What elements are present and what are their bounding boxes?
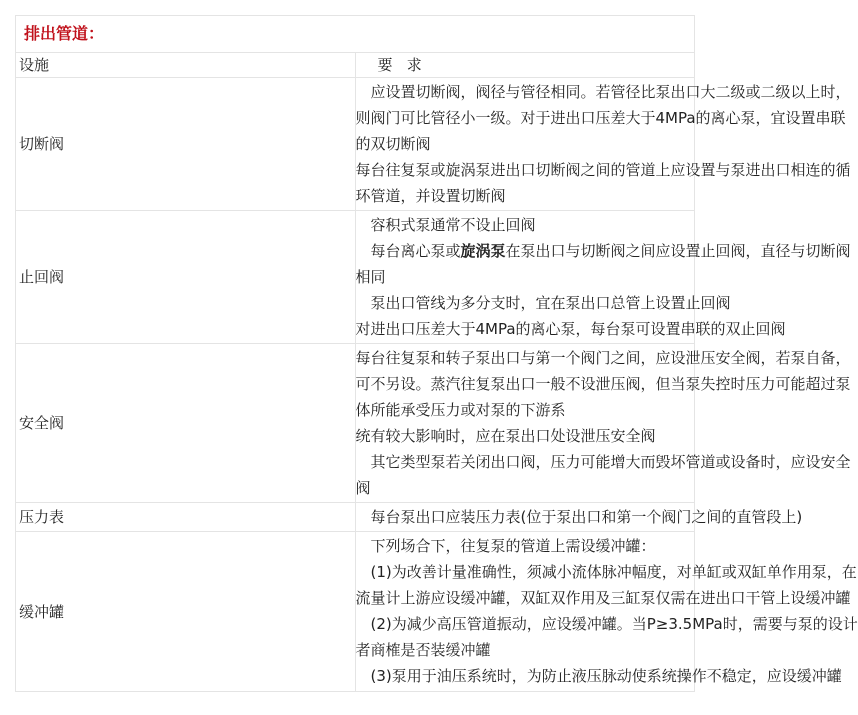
header-facility: 设施: [16, 53, 356, 78]
row-name: 止回阀: [16, 211, 356, 344]
requirement-line: (1)为改善计量准确性，须减小流体脉冲幅度，对单缸或双缸单作用泵，在: [355, 563, 857, 581]
row-requirement: [355, 503, 803, 532]
requirement-line: 每台往复泵和转子泵出口与第一个阀门之间，应设泄压安全阀，若泵自备，: [355, 349, 851, 367]
requirement-line: 下列场合下，往复泵的管道上需设缓冲罐：: [355, 537, 656, 555]
requirement-line: 其它类型泵若关闭出口阀，压力可能增大而毁坏管道或设备时，应设安全: [355, 453, 851, 471]
requirement-line: 环管道，并设置切断阀: [355, 187, 506, 205]
requirement-line: 的双切断阀: [355, 135, 431, 153]
pump-discharge-table: [15, 15, 858, 692]
requirement-line: 流量计上游应设缓冲罐，双缸双作用及三缸泵仅需在进出口干管上设缓冲罐: [355, 589, 851, 607]
header-row: [16, 53, 695, 78]
requirement-line: (3)泵用于油压系统时，为防止液压脉动使系统操作不稳定，应设缓冲罐: [355, 667, 842, 685]
table-row-buffer-tank: [16, 532, 695, 692]
requirement-line: 泵出口管线为多分支时，宜在泵出口总管上设置止回阀: [355, 294, 731, 312]
requirement-line: 每台泵出口应装压力表(位于泵出口和第一个阀门之间的直管段上): [355, 508, 803, 526]
requirement-line: 可不另设。蒸汽往复泵出口一般不设泄压阀，但当泵失控时压力可能超过泵: [355, 375, 851, 393]
requirement-line: 容积式泵通常不设止回阀: [355, 216, 536, 234]
requirement-line: 则阀门可比管径小一级。对于进出口压差大于4MPa的离心泵，宜设置串联: [355, 109, 846, 127]
requirement-line: [355, 238, 851, 264]
requirement-text: 在泵出口与切断阀之间应设置止回阀，直径与切断阀: [505, 242, 851, 260]
header-requirement: [355, 53, 695, 78]
requirement-line: 相同: [355, 268, 386, 286]
requirement-line: 统有较大影响时，应在泵出口处设泄压安全阀: [355, 427, 656, 445]
header-requirement-label: 要 求: [377, 56, 422, 74]
requirement-line: 阀: [355, 479, 371, 497]
requirement-line: (2)为减少高压管道振动，应设缓冲罐。当P≥3.5MPa时，需要与泵的设计: [355, 615, 858, 633]
row-name: 切断阀: [16, 78, 356, 211]
requirement-line: 应设置切断阀，阀径与管径相同。若管径比泵出口大二级或二级以上时，: [355, 83, 851, 101]
table-caption: 排出管道：: [16, 16, 695, 53]
row-name: 安全阀: [16, 344, 356, 503]
table-row-shutoff-valve: [16, 78, 695, 211]
row-requirement: [355, 211, 851, 344]
row-requirement: [355, 344, 851, 503]
requirement-line: 体所能承受压力或对泵的下游系: [355, 401, 566, 419]
bold-term: 旋涡泵: [460, 242, 506, 260]
requirement-line: 对进出口压差大于4MPa的离心泵，每台泵可设置串联的双止回阀: [355, 320, 786, 338]
table-row-check-valve: [16, 211, 695, 344]
table-row-safety-valve: [16, 344, 695, 503]
requirement-line: 每台往复泵或旋涡泵进出口切断阀之间的管道上应设置与泵进出口相连的循: [355, 161, 851, 179]
table-row-pressure-gauge: [16, 503, 695, 532]
row-requirement: [355, 532, 858, 692]
requirement-text: 每台离心泵或: [355, 242, 461, 260]
row-requirement: [355, 78, 851, 211]
caption-row: [16, 16, 695, 53]
row-name: 缓冲罐: [16, 532, 356, 692]
requirement-line: 者商榷是否装缓冲罐: [355, 641, 491, 659]
row-name: 压力表: [16, 503, 356, 532]
